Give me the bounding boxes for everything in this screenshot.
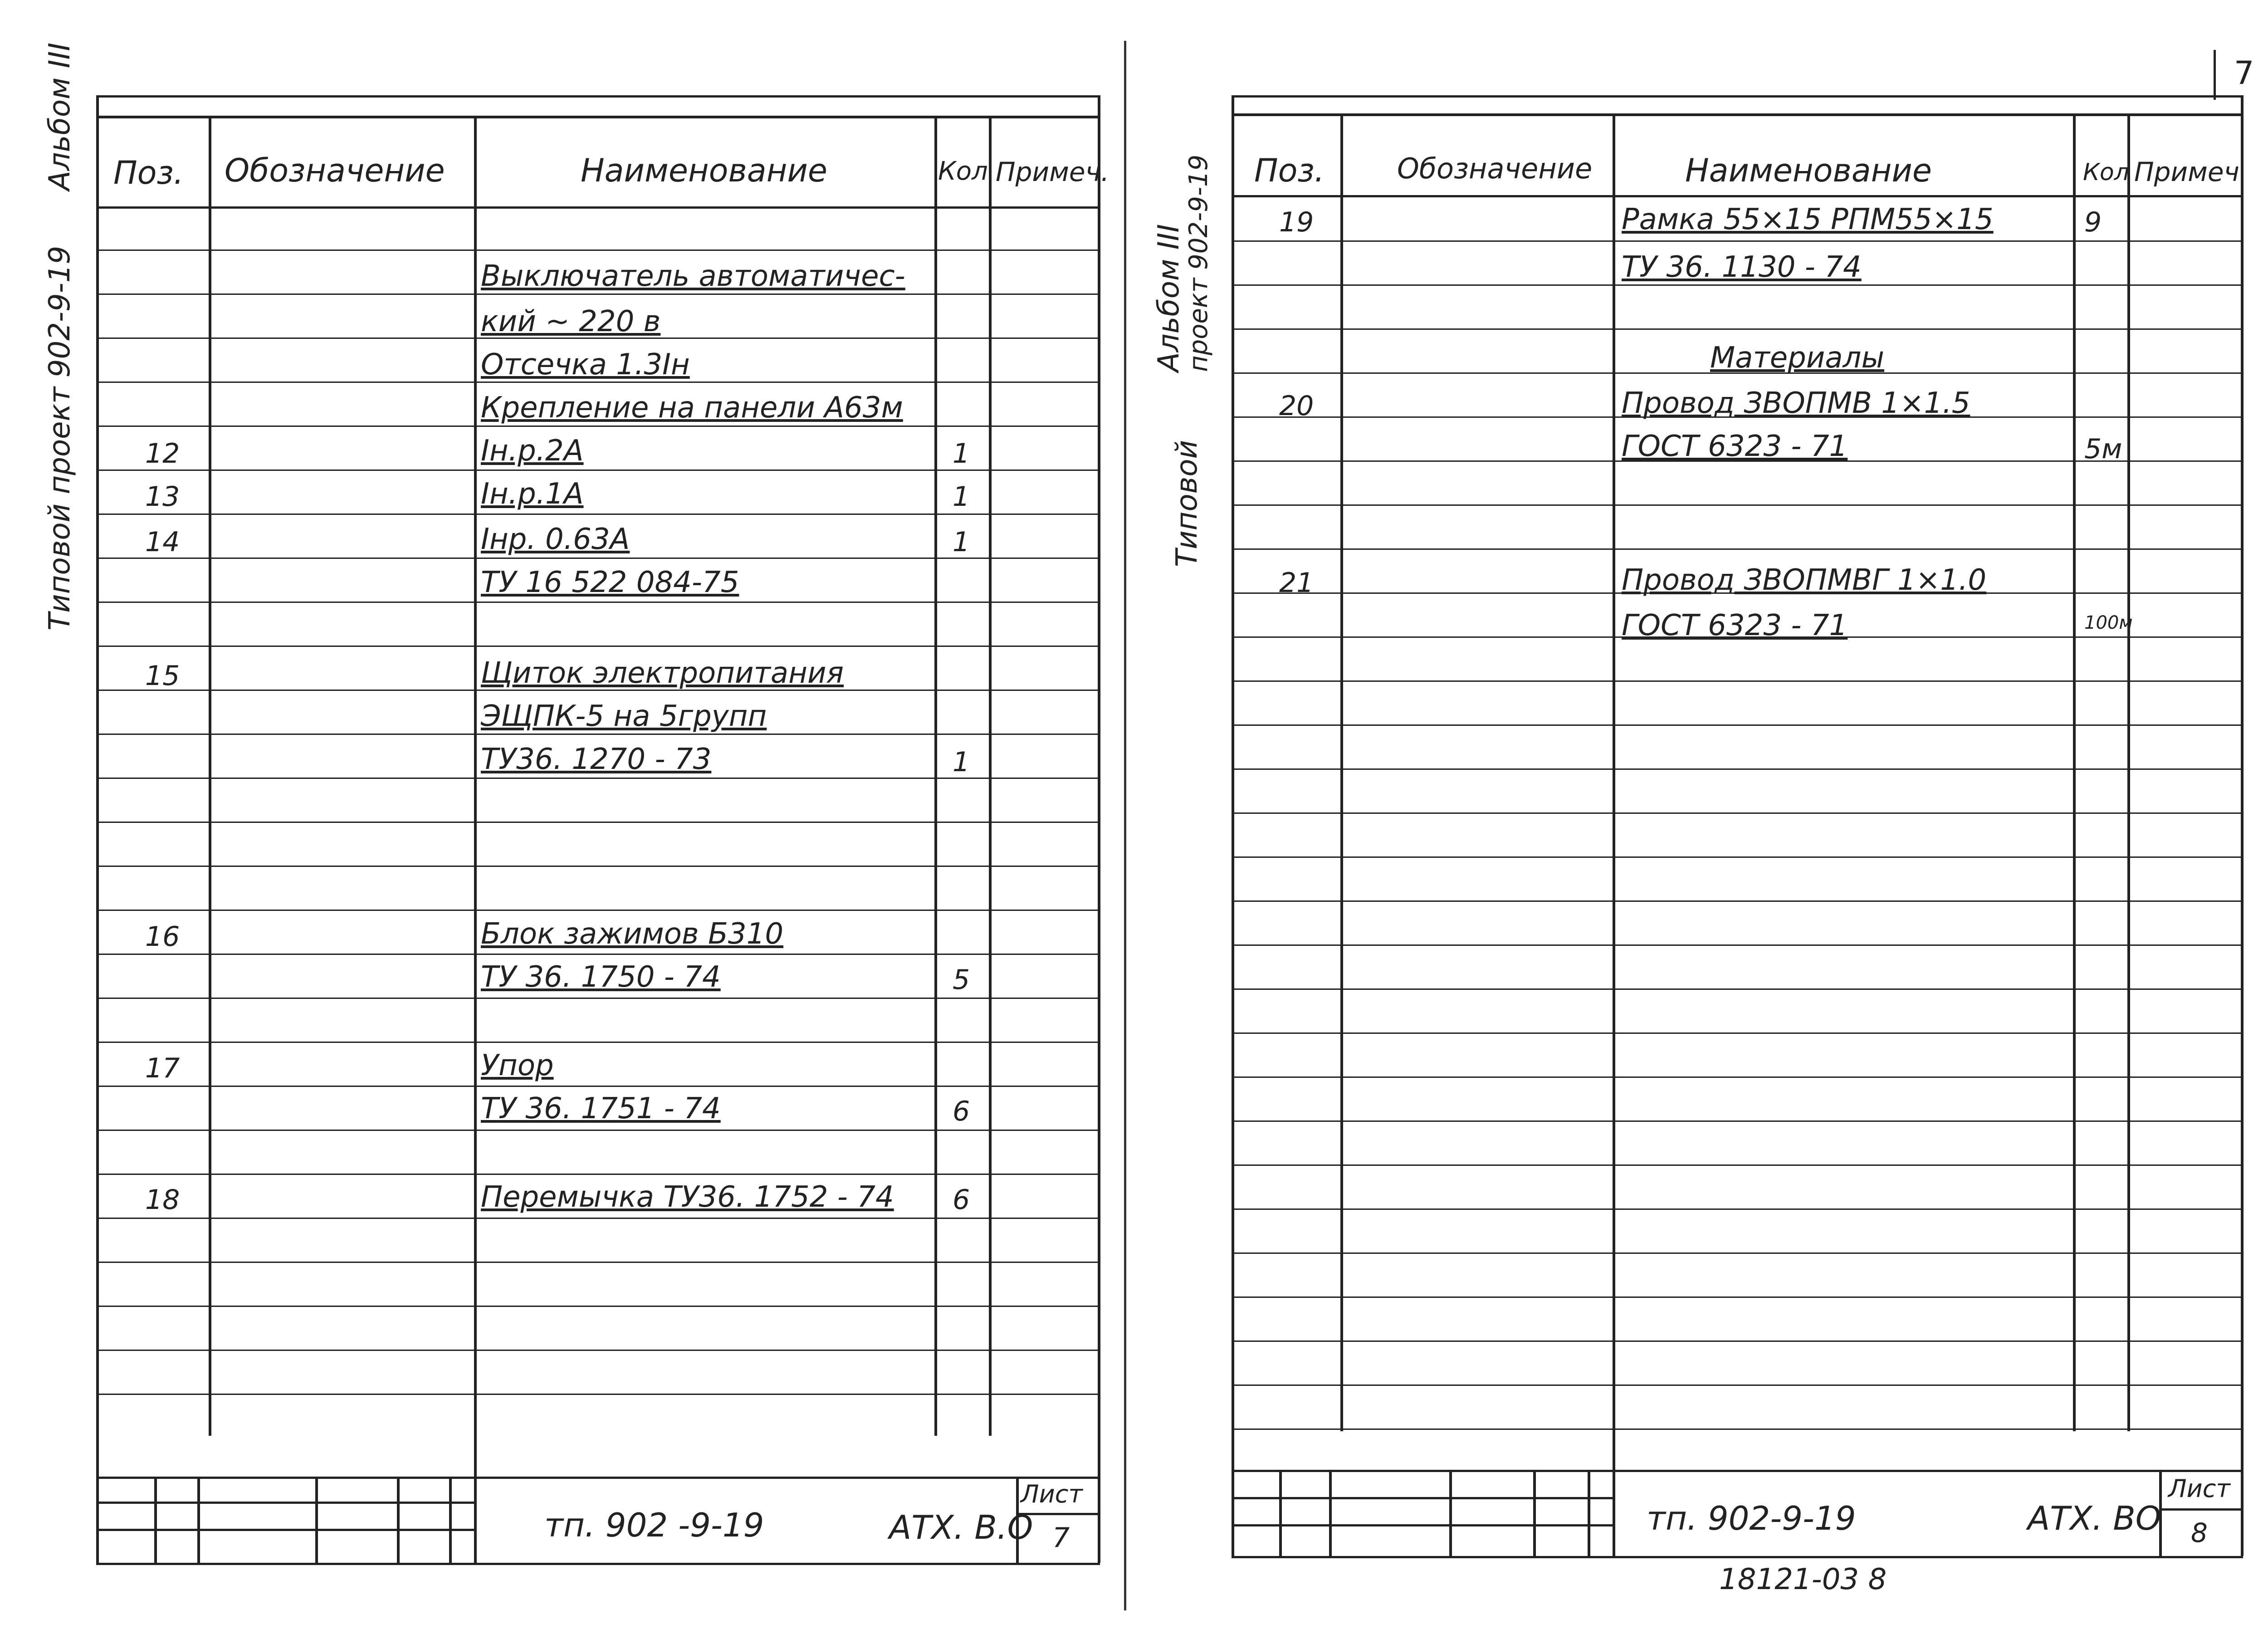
header-pos: Поз.	[113, 154, 184, 191]
left-row-name: Отсечка 1.3Iн	[481, 348, 690, 382]
table-row-line	[96, 1306, 1099, 1307]
table-row-line	[96, 558, 1099, 559]
table-row-line	[96, 1394, 1099, 1395]
left-row-pos: 12	[145, 438, 180, 470]
table-row-line	[1232, 944, 2242, 946]
table-row-line	[96, 822, 1099, 823]
left-row-name: ЭЩПК-5 на 5групп	[481, 700, 767, 733]
right-row-qty: 5м	[2084, 433, 2122, 465]
right-header-name: Наименование	[1685, 152, 1932, 189]
table-row-line	[96, 866, 1099, 867]
table-row-line	[1232, 812, 2242, 814]
table-row-line	[1232, 768, 2242, 770]
right-side-album: Альбом III	[1152, 224, 1186, 372]
table-row-line	[96, 1130, 1099, 1131]
table-row-line	[1232, 680, 2242, 682]
table-row-line	[1232, 900, 2242, 902]
table-row-line	[96, 778, 1099, 779]
table-row-line	[1232, 1032, 2242, 1034]
left-row-pos: 15	[145, 660, 180, 692]
table-row-line	[1232, 1252, 2242, 1254]
left-row-name: Iнр. 0.63А	[481, 523, 630, 556]
table-row-line	[1232, 1076, 2242, 1078]
table-row-line	[96, 426, 1099, 427]
table-row-line	[96, 734, 1099, 735]
left-row-name: Выключатель автоматичес-	[481, 259, 905, 293]
header-qty: Кол	[938, 157, 988, 186]
left-row-qty: 5	[953, 964, 970, 996]
right-row-name: ГОСТ 6323 - 71	[1622, 430, 1848, 463]
table-row-line	[1232, 1384, 2242, 1386]
right-header-note: Примеч	[2134, 157, 2239, 187]
left-row-name: Щиток электропитания	[481, 656, 844, 690]
table-row-line	[96, 602, 1099, 603]
left-side-album: Альбом III	[43, 42, 77, 191]
left-row-name: Упор	[481, 1049, 554, 1082]
right-header-qty: Кол	[2083, 159, 2129, 186]
table-row-line	[96, 250, 1099, 251]
left-row-name: Iн.р.2А	[481, 434, 584, 468]
corner-page-number: 7	[2234, 54, 2254, 92]
left-stamp-code: тп. 902 -9-19	[544, 1506, 764, 1544]
table-row-line	[1232, 504, 2242, 506]
table-row-line	[1232, 284, 2242, 286]
left-stamp-sheet-label: Лист	[1021, 1480, 1083, 1508]
left-row-name: ТУ 16 522 084-75	[481, 566, 739, 599]
right-row-name: Рамка 55×15 РПМ55×15	[1622, 203, 1994, 236]
left-row-name: ТУ 36. 1751 - 74	[481, 1092, 721, 1125]
table-row-line	[1232, 856, 2242, 858]
header-name: Наименование	[581, 152, 827, 189]
table-row-line	[1232, 1208, 2242, 1210]
table-row-line	[96, 382, 1099, 383]
right-row-name: Материалы	[1710, 341, 1884, 375]
left-row-qty: 6	[953, 1096, 970, 1127]
left-row-pos: 13	[145, 481, 180, 513]
header-note: Примеч.	[996, 157, 1110, 187]
left-row-pos: 16	[145, 921, 180, 953]
right-header-designation: Обозначение	[1397, 152, 1593, 185]
table-row-line	[96, 1174, 1099, 1175]
table-row-line	[96, 998, 1099, 999]
left-stamp-doc: АТХ. В.О	[889, 1508, 1033, 1546]
right-row-name: ТУ 36. 1130 - 74	[1622, 250, 1862, 284]
right-row-pos: 19	[1279, 206, 1314, 238]
left-row-name: Перемычка ТУ36. 1752 - 74	[481, 1180, 894, 1214]
left-row-pos: 14	[145, 526, 180, 558]
inventory-number: 18121-03 8	[1719, 1563, 1887, 1596]
table-row-line	[1232, 1340, 2242, 1342]
left-row-qty: 1	[953, 526, 970, 558]
right-row-pos: 20	[1279, 390, 1314, 422]
table-row-line	[96, 1042, 1099, 1043]
table-row-line	[1232, 1120, 2242, 1122]
left-row-qty: 1	[953, 481, 970, 513]
left-row-name: кий ~ 220 в	[481, 305, 661, 338]
left-row-name: Крепление на панели А63м	[481, 391, 903, 425]
left-row-pos: 18	[145, 1184, 180, 1216]
header-designation: Обозначение	[225, 152, 445, 189]
table-row-line	[1232, 1164, 2242, 1166]
left-row-name: ТУ 36. 1750 - 74	[481, 960, 721, 994]
table-row-line	[1232, 988, 2242, 990]
table-row-line	[1232, 1429, 2242, 1430]
table-row-line	[96, 294, 1099, 295]
table-row-line	[1232, 240, 2242, 242]
table-row-line	[96, 1218, 1099, 1219]
left-side-project: Типовой проект 902-9-19	[43, 245, 77, 631]
right-row-qty: 9	[2084, 206, 2102, 238]
right-stamp-sheet-label: Лист	[2168, 1474, 2230, 1503]
table-row-line	[96, 1350, 1099, 1351]
table-row-line	[96, 954, 1099, 955]
right-header-pos: Поз.	[1254, 152, 1325, 189]
left-row-name: ТУ36. 1270 - 73	[481, 743, 712, 776]
right-row-name: ГОСТ 6323 - 71	[1622, 609, 1848, 642]
table-row-line	[96, 646, 1099, 647]
left-row-name: Блок зажимов Б310	[481, 917, 784, 951]
left-row-qty: 1	[953, 746, 970, 778]
table-row-line	[1232, 548, 2242, 550]
table-row-line	[96, 514, 1099, 515]
right-stamp-sheet-no: 8	[2191, 1517, 2208, 1548]
right-row-name: Провод ЗВОПМВ 1×1.5	[1622, 386, 1970, 420]
table-row-line	[1232, 724, 2242, 726]
table-row-line	[96, 1262, 1099, 1263]
sheet-divider	[1124, 41, 1126, 1610]
left-row-pos: 17	[145, 1052, 180, 1084]
left-row-name: Iн.р.1А	[481, 477, 584, 511]
table-row-line	[1232, 1296, 2242, 1298]
right-side-type: Типовой	[1170, 440, 1204, 567]
table-row-line	[96, 910, 1099, 911]
right-row-pos: 21	[1279, 567, 1314, 599]
right-row-qty: 100м	[2084, 612, 2133, 633]
left-stamp-sheet-no: 7	[1052, 1522, 1070, 1554]
left-row-qty: 6	[953, 1184, 970, 1216]
right-row-name: Провод ЗВОПМВГ 1×1.0	[1622, 563, 1987, 597]
right-stamp-doc: АТХ. ВО	[2028, 1499, 2161, 1537]
table-row-line	[96, 470, 1099, 471]
right-stamp-code: тп. 902-9-19	[1647, 1499, 1856, 1537]
left-row-qty: 1	[953, 438, 970, 470]
table-row-line	[96, 1086, 1099, 1087]
table-row-line	[1232, 328, 2242, 330]
right-side-project: проект 902-9-19	[1184, 154, 1213, 372]
